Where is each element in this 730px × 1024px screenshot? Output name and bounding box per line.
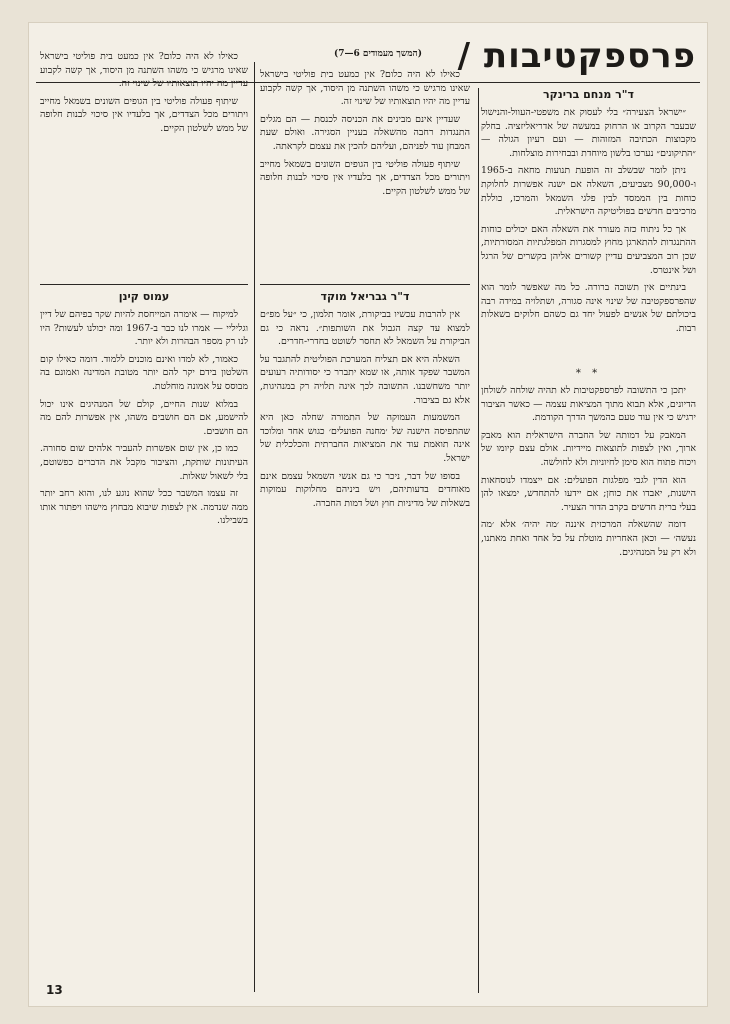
page-number: 13 xyxy=(46,983,63,997)
paragraph: במלוא שנות החיים, קולם של המנהיגים אינו יכול להישמע, אם הם חושבים משהו, אין אפשרות להם מה הם חושבים. xyxy=(40,398,248,437)
column-rule xyxy=(254,62,255,992)
mokad-rule xyxy=(260,284,470,285)
article-brinker-column-1 xyxy=(481,106,696,361)
paragraph: בסופו של דבר, ניכר כי גם אנשי השמאל עצמם אינם מאוחדים בדעותיהם, ויש ביניהם מחלוקות עמוקות בשאלות של מדיניות חוץ ושל דמות החברה. xyxy=(260,470,470,509)
paragraph: השאלה היא אם תצליח המערכת הפוליטית להתגבר על המשבר שפקד אותה, או שמא יתברר כי יסודותיה רעועים יותר משחשבנו. התשובה לכך אינה תלויה רק במנהיגות, אלא גם בציבור. xyxy=(260,353,470,406)
paragraph: דומה שהשאלה המרכזית איננה ׳מה יהיה׳ אלא ׳מה נעשה׳ — וכאן האחריות מוטלת על כל אחד ואחת מאתנו, ולא רק על המנהיגים. xyxy=(481,519,696,558)
paragraph: כמו כן, אין שום אפשרות להעביר אלהים שום סחורה. העיתונות שותקת, והציבור מקבל את הדברים כפשוטם, בלי לשאול שאלות. xyxy=(40,443,248,482)
section-divider-stars: * * xyxy=(575,368,602,379)
paragraph: זה עצמו המשבר ככל שהוא נוגע לנו, והוא רחב יותר ממה שנדמה. אין לצפות שיבוא מבחוץ מישהו ויפתור אותו בשבילנו. xyxy=(40,488,248,527)
paragraph: ניתן לומר שבשלב זה הופעת תנועות מחאה ב-1965 ו-90,000 מצביעים, השאלה אם ישנה אפשרות לחלוקת כוחות בין הממסד לבין פלגי השמאל והמרכז, כוללת מרכיבים חדשים בפוליטיקה הישראלית. xyxy=(481,165,696,218)
byline-keinan: עמוס קינן xyxy=(118,290,170,303)
byline-mokad: ד"ר גבריאל מוקד xyxy=(320,290,410,303)
paragraph: שיתוף פעולה פוליטי בין הגופים השונים בשמאל מחייב ויתורים מכל הצדדים, אך בלעדיו אין סיכוי לבנות חלופה של ממש לשלטון הקיים. xyxy=(40,95,248,134)
byline-brinker: ד"ר מנחם ברינקר xyxy=(543,88,634,101)
paragraph: אין להרבות עכשיו בביקורת, אומר תלמון, כי ״על מפ״ם למצוא עד קצה הגבול את השותפות״. נראה כי גם הביקורת על השמאל לא תחסר לשוטט בחדרי-חדרים. xyxy=(260,309,470,348)
paragraph: המשמעות העמוקה של התמורה שחלה כאן היא שהתפיסה הישנה של ׳מחנה הפועלים׳ כגוש אחד ומלוכד אינה תואמת עוד את המציאות החברתית והכלכלית של ישראל. xyxy=(260,412,470,464)
paragraph: בינתיים אין תשובה ברורה. כל מה שאפשר לומר הוא שהפרספקטיבה של שינוי אינה סגורה, ושתלויה במידה רבה ביכולתם של אנשים לפעול יחד גם כשהם חלוקים בשאלות רבות. xyxy=(481,282,696,334)
left-top-column xyxy=(40,50,248,270)
paragraph: הוא הדין לגבי מפלגות הפועלים: אם ייצמדו לנוסחאות הישנות, יאבדו את כוחן; אם יידעו להתחדש, ימצאו להן בעלי ברית חדשים בקרב הדור הצעיר. xyxy=(481,474,696,513)
paragraph: כאילו לא היה כלום? אין כמעט בית פוליטי בישראל שאינו מרגיש כי משהו השתנה מן היסוד, אך קשה לקבוע עדיין מה יהיו תוצאותיו של שינוי זה. xyxy=(260,69,470,108)
section-title: פרספקטיבות / xyxy=(457,36,696,76)
paragraph: ״ישראל הצעירה״ בלי לעסוק את משפטי-העוול-והנישול שבעבר הקרוב או הרחוק במעשה של אדריאליזציה. בחלק מקבוצות הכתיבה המזוהות — ועם רעיון הגולה — ״התיקונים״ נערכו בלשון מיוחדת ובבחירות מוצלחות. xyxy=(481,107,696,159)
keinan-rule xyxy=(40,284,248,285)
continued-note: (המשך מעמודים 6—7) xyxy=(334,49,422,59)
paragraph: המאבק על דמותה של החברה הישראלית הוא מאבק ארוך, ואין לצפות לתוצאות מיידיות. אולם עצם קיומו של ויכוח פתוח הוא סימן לחיוניות ולא לחולשה. xyxy=(481,429,696,468)
column-rule xyxy=(478,88,479,993)
middle-top-column xyxy=(260,68,470,268)
paragraph: יתכן כי התשובה לפרספקטיבות לא תהיה שולחה לשולחן הדיונים, אלא תבוא מתוך המציאות עצמה — כאשר הציבור ירגיש כי אין עוד טעם בהמשך הדרך הקודמת. xyxy=(481,385,696,424)
paragraph: שיתוף פעולה פוליטי בין הגופים השונים בשמאל מחייב ויתורים מכל הצדדים, אך בלעדיו אין סיכוי לבנות חלופה של ממש לשלטון הקיים. xyxy=(260,158,470,197)
paragraph: שעדיין אינם מבינים את הכניסה לכנסת — הם מגלים התנגדות רחבה מהשאלה בעניין הסגירה. ואולם שעת המבחן עוד לפניהם, ועליהם להכין את עצמם לקראתה. xyxy=(260,113,470,152)
article-brinker-column-2 xyxy=(481,384,696,994)
paragraph: למיקוח — אימרה המייחסת להיות שקר בפיהם של דיין וגליליי — אמרו לנו כבר ב-1967 ומה יכולנו לעשות? היו לנו רק מספר הבהרות ולא יותר. xyxy=(40,309,248,348)
article-keinan-column xyxy=(40,308,248,993)
paragraph: כאילו לא היה כלום? אין כמעט בית פוליטי בישראל שאינו מרגיש כי משהו השתנה מן היסוד, אך קשה לקבוע עדיין מה יהיו תוצאותיו של שינוי זה. xyxy=(40,51,248,90)
paragraph: כאמור, לא למדו ואינם מוכנים ללמוד. דומה כאילו קום השלטון בידם יקר להם יותר מטובת המדינה ואמונם בה מבוסס על אמונה מוחלטת. xyxy=(40,353,248,392)
newspaper-page xyxy=(28,22,708,1007)
article-mokad-column xyxy=(260,308,470,993)
paragraph: אך כל ניתוח כזה מעורר את השאלה האם יכולים כוחות ההתנגדות להתארגן מחוץ למסגרות המפלגתיות המסורתיות, שכן רוב המצביעים עדיין קשורים אליהן בקשרים של הרגל ושל אינטרס. xyxy=(481,223,696,276)
